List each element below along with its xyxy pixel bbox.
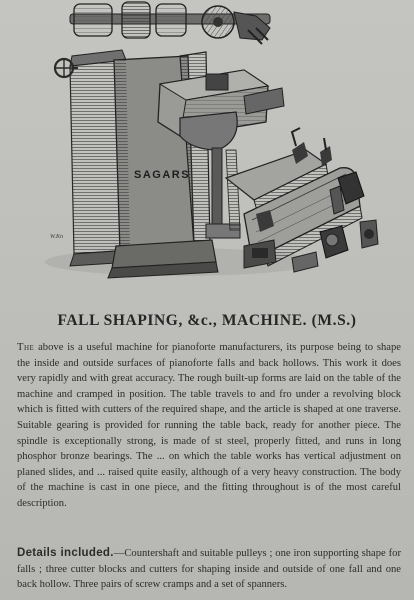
machine-nameplate: SAGARS: [134, 169, 191, 181]
machine-engraving: [30, 0, 390, 292]
engraver-signature: W.Kn: [50, 234, 63, 240]
countershaft-pulleys: [70, 2, 270, 44]
description-text: above is a useful machine for pianoforte manufacturers, its purpose being to shape the inside and outside surfaces of pianoforte falls and back hollows. This work it does very rapidly and with great accuracy. The rough built-up forms are laid on the table of the machine and cramped in position. The table travels to and fro under a revolving block which is fitted with cutters of the required shape, and the article is shaped at one traverse. Suitable gearing is provided for running the table back, ready for another piece. The spindle is exceptionally strong, is made of st steel, properly fitted, and runs in long phosphor bronze bearings. The ... on which the table works has vertical adjustment on planed slides, and ... raised quite easily, although of a very heavy construction. The body of the machine is cast in one piece, and the fitting throughout is of the most careful description.: [17, 342, 401, 509]
machine-description: [17, 340, 401, 512]
details-label: Details included.: [17, 547, 114, 559]
details-text: —Countershaft and suitable pulleys ; one iron supporting shape for falls ; three cutter blocks and cutters for shaping inside and outside of one fall and one back hollow. Three pairs of screw cramps and a set of spanners.: [17, 548, 401, 591]
machine-heading: FALL SHAPING, &c., MACHINE. (M.S.): [57, 312, 357, 329]
table-support-column: [206, 148, 240, 238]
description-lead-in: The: [17, 342, 35, 353]
details-included: [17, 546, 401, 593]
